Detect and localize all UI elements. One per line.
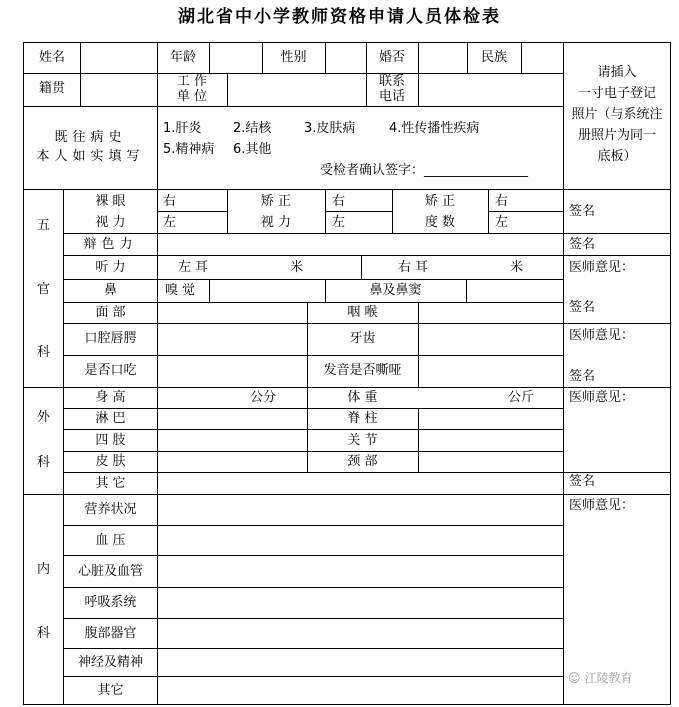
face-label: 面 部 — [95, 305, 126, 320]
work-unit-label-1: 工 作 — [176, 74, 208, 89]
stutter-label: 是否口吃 — [84, 363, 137, 378]
photo-text-1: 请插入 — [597, 65, 637, 80]
oral-doctor-opinion-label: 医师意见： — [569, 328, 635, 343]
ent-signature-label: 签名 — [569, 300, 596, 315]
native-place-label: 籍贯 — [38, 81, 65, 96]
examinee-signature[interactable]: 受检者确认签字：________________ — [320, 163, 529, 178]
spine-label: 脊 柱 — [347, 411, 378, 426]
smell-label: 嗅觉 — [165, 283, 200, 298]
history-item-other[interactable]: 6.其他 — [233, 142, 272, 157]
history-item-skin[interactable]: 3.皮肤病 — [304, 121, 356, 136]
ethnicity-label: 民族 — [480, 50, 507, 65]
neck-label: 颈 部 — [347, 454, 378, 469]
section-neike-1: 内 — [36, 562, 50, 577]
corrected-right-label: 右 — [332, 194, 346, 209]
form-title: 湖北省中小学教师资格申请人员体检表 — [178, 7, 501, 27]
history-item-mental[interactable]: 5.精神病 — [163, 142, 215, 157]
section-wuguan-3: 科 — [36, 345, 50, 360]
abdomen-label: 腹部器官 — [84, 626, 137, 641]
surgery-signature-label: 签名 — [569, 474, 596, 489]
limbs-label: 四 肢 — [95, 433, 126, 448]
history-label-2: 本人如实填写 — [36, 149, 145, 164]
naked-eye-label-2: 视 力 — [95, 215, 126, 230]
history-item-tuberculosis[interactable]: 2.结核 — [233, 121, 272, 136]
corrected-left-label: 左 — [332, 215, 346, 230]
naked-left-label: 左 — [163, 215, 177, 230]
teeth-label: 牙齿 — [349, 331, 376, 346]
blood-pressure-label: 血 压 — [95, 533, 126, 548]
nose-label: 鼻 — [103, 283, 117, 298]
oral-label: 口腔唇腭 — [84, 331, 137, 346]
history-item-std[interactable]: 4.性传播性疾病 — [389, 121, 480, 136]
correction-degree-label-1: 矫 正 — [424, 194, 456, 209]
cardiovascular-label: 心脏及血管 — [77, 564, 143, 579]
surgery-doctor-opinion-label: 医师意见： — [569, 390, 635, 405]
watermark-logo-icon: ☺ — [568, 671, 581, 685]
vision-signature-label: 签名 — [569, 204, 596, 219]
corrected-vision-label-2: 视 力 — [260, 215, 292, 230]
oral-signature-label: 签名 — [569, 369, 596, 384]
color-vision-signature-label: 签名 — [569, 237, 596, 252]
hearing-label: 听 力 — [95, 260, 126, 275]
section-waike-1: 外 — [36, 410, 50, 425]
nutrition-label: 营养状况 — [84, 502, 137, 517]
corrected-vision-label-1: 矫 正 — [260, 194, 292, 209]
left-ear-label: 左耳 — [178, 260, 213, 275]
height-unit: 公分 — [250, 390, 277, 405]
age-label: 年龄 — [169, 50, 196, 65]
internal-doctor-opinion-label: 医师意见： — [569, 498, 635, 513]
naked-eye-label-1: 裸 眼 — [95, 194, 126, 209]
photo-text-5: 底板） — [597, 149, 637, 164]
marital-label: 婚否 — [378, 50, 405, 65]
contact-label-1: 联系 — [378, 74, 405, 89]
contact-label-2: 电话 — [378, 89, 405, 104]
sinus-label: 鼻及鼻窦 — [369, 283, 422, 298]
color-vision-label: 辩色力 — [83, 237, 138, 252]
internal-other-label: 其它 — [97, 683, 124, 698]
respiratory-label: 呼吸系统 — [84, 595, 137, 610]
section-wuguan-2: 官 — [36, 282, 50, 297]
right-ear-label: 右耳 — [398, 260, 433, 275]
work-unit-label-2: 单 位 — [176, 89, 208, 104]
height-label: 身 高 — [95, 390, 126, 405]
history-label-1: 既往病史 — [54, 130, 127, 145]
watermark-text: 江陵教育 — [584, 671, 633, 685]
degree-left-label: 左 — [495, 215, 509, 230]
photo-text-2: 一寸电子登记 — [577, 86, 656, 101]
photo-text-4: 册照片为同一 — [577, 128, 656, 143]
weight-unit: 公斤 — [508, 390, 535, 405]
photo-text-3: 照片（与系统注 — [571, 107, 663, 122]
history-item-hepatitis[interactable]: 1.肝炎 — [163, 121, 202, 136]
gender-label: 性别 — [280, 50, 307, 65]
throat-label: 咽 喉 — [347, 305, 378, 320]
section-wuguan-1: 五 — [36, 218, 50, 233]
joints-label: 关 节 — [347, 433, 378, 448]
neuro-label: 神经及精神 — [77, 655, 143, 670]
section-waike-2: 科 — [36, 455, 50, 470]
watermark — [568, 669, 633, 686]
skin-label: 皮 肤 — [95, 454, 126, 469]
photo-placeholder[interactable] — [564, 43, 670, 189]
right-ear-unit: 米 — [510, 260, 524, 275]
lymph-label: 淋 巴 — [95, 411, 126, 426]
left-ear-unit: 米 — [290, 260, 304, 275]
degree-right-label: 右 — [495, 194, 509, 209]
weight-label: 体 重 — [347, 390, 378, 405]
surgery-other-label: 其 它 — [95, 476, 126, 491]
correction-degree-label-2: 度 数 — [424, 215, 456, 230]
section-neike-2: 科 — [36, 626, 50, 641]
name-label: 姓名 — [38, 50, 65, 65]
hoarse-label: 发音是否嘶哑 — [323, 363, 402, 378]
ent-doctor-opinion-label: 医师意见： — [569, 260, 635, 275]
naked-right-label: 右 — [163, 194, 177, 209]
